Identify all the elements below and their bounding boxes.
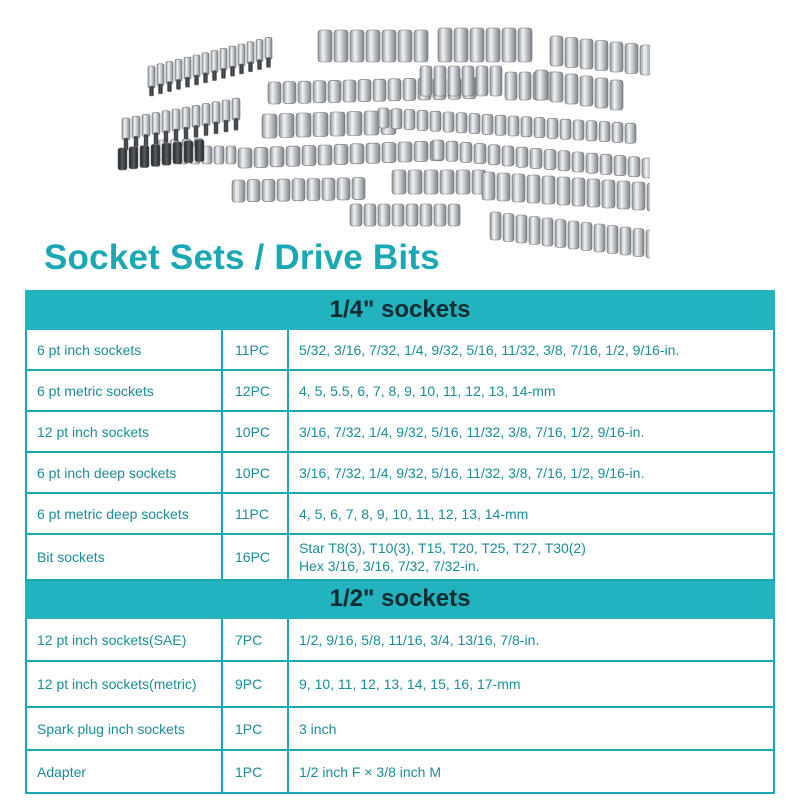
socket <box>642 158 650 178</box>
socket <box>270 147 284 167</box>
bit-socket <box>220 48 227 70</box>
socket <box>633 229 644 257</box>
socket <box>462 66 474 96</box>
socket <box>527 175 540 203</box>
item-sizes <box>288 534 774 580</box>
socket <box>647 183 650 211</box>
item-name: Spark plug inch sockets <box>26 707 222 750</box>
hex-bit <box>162 143 171 165</box>
item-name: Adapter <box>26 750 222 793</box>
socket <box>358 80 371 102</box>
socket <box>587 179 600 207</box>
bit-socket <box>166 62 173 84</box>
socket <box>602 180 615 208</box>
socket <box>610 42 623 72</box>
size-line: 4, 5, 6, 7, 8, 9, 10, 11, 12, 13, 14-mm <box>299 505 529 522</box>
socket <box>502 28 516 62</box>
bit-tip <box>234 118 238 130</box>
item-quantity: 7PC <box>222 618 288 661</box>
socket <box>391 109 402 129</box>
socket <box>521 117 532 137</box>
socket <box>632 182 645 210</box>
hex-bit <box>151 144 160 166</box>
socket <box>313 113 328 137</box>
socket <box>279 114 294 138</box>
socket <box>277 179 290 201</box>
socket <box>482 114 493 134</box>
socket <box>476 66 488 96</box>
socket <box>337 178 350 200</box>
socket <box>558 151 570 171</box>
item-sizes <box>288 661 774 707</box>
socket <box>614 156 626 176</box>
socket <box>560 119 571 139</box>
socket <box>440 170 454 194</box>
socket <box>302 146 316 166</box>
socket <box>334 144 348 164</box>
bit-socket <box>212 102 220 124</box>
socket <box>343 80 356 102</box>
item-name: 6 pt inch sockets <box>26 329 222 370</box>
bit-socket <box>132 116 140 138</box>
item-quantity: 1PC <box>222 750 288 793</box>
bit-tip <box>204 124 208 136</box>
bit-socket <box>184 57 191 79</box>
socket <box>516 147 528 167</box>
socket <box>594 224 605 252</box>
section-heading: 1/4" sockets <box>26 291 774 329</box>
socket <box>296 113 311 137</box>
bit-socket <box>157 64 164 86</box>
bit-socket <box>232 98 240 120</box>
bit-socket <box>211 51 218 73</box>
bit-socket <box>247 42 254 64</box>
bit-tip <box>267 57 271 67</box>
item-quantity: 10PC <box>222 452 288 493</box>
socket <box>446 141 458 161</box>
table-row <box>26 329 774 370</box>
socket <box>529 217 540 245</box>
item-quantity: 9PC <box>222 661 288 707</box>
hex-bit <box>118 148 127 170</box>
bit-socket <box>222 100 230 122</box>
size-line: 5/32, 3/16, 7/32, 1/4, 9/32, 5/16, 11/32, 3/8, 7/16, 1/2, 9/16-in. <box>299 341 680 358</box>
bit-socket <box>182 107 190 129</box>
socket <box>364 204 376 226</box>
socket <box>350 30 364 62</box>
socket <box>364 111 379 135</box>
socket <box>366 143 380 163</box>
socket <box>318 145 332 165</box>
socket <box>247 180 260 202</box>
socket <box>448 66 460 96</box>
bit-tip <box>184 127 188 139</box>
item-sizes <box>288 493 774 534</box>
socket <box>392 170 406 194</box>
bit-tip <box>213 71 217 81</box>
bit-tip <box>224 120 228 132</box>
socket <box>366 30 380 62</box>
socket <box>443 112 454 132</box>
socket <box>497 173 510 201</box>
socket <box>586 153 598 173</box>
table-row <box>26 411 774 452</box>
socket <box>307 179 320 201</box>
size-line: 3/16, 7/32, 1/4, 9/32, 5/16, 11/32, 3/8, 7/16, 1/2, 9/16-in. <box>299 464 645 481</box>
socket <box>470 28 484 62</box>
socket <box>607 226 618 254</box>
socket <box>512 174 525 202</box>
bit-socket <box>202 104 210 126</box>
item-name: 6 pt metric sockets <box>26 370 222 411</box>
item-quantity: 1PC <box>222 707 288 750</box>
socket <box>646 230 650 258</box>
socket <box>424 170 438 194</box>
socket <box>382 143 396 163</box>
socket <box>640 45 650 75</box>
bit-tip <box>154 133 158 145</box>
bit-socket <box>175 59 182 81</box>
table-row <box>26 370 774 411</box>
socket <box>430 111 441 131</box>
socket <box>392 204 404 226</box>
bit-tip <box>150 86 154 96</box>
socket <box>432 140 444 160</box>
table-row <box>26 661 774 707</box>
socket <box>262 179 275 201</box>
socket <box>508 116 519 136</box>
bit-socket <box>193 55 200 77</box>
bit-tip <box>144 134 148 146</box>
socket <box>495 115 506 135</box>
table-row <box>26 618 774 661</box>
bit-socket <box>148 66 155 88</box>
bit-tip <box>194 125 198 137</box>
socket <box>555 220 566 248</box>
socket <box>518 28 532 62</box>
socket <box>347 112 362 136</box>
socket <box>599 122 610 142</box>
item-name: 12 pt inch sockets <box>26 411 222 452</box>
table-row <box>26 534 774 580</box>
bit-tip <box>174 129 178 141</box>
socket <box>298 81 311 103</box>
bit-socket <box>162 111 170 133</box>
socket <box>586 121 597 141</box>
section-header <box>26 291 774 329</box>
bit-tip <box>258 60 262 70</box>
bit-tip <box>204 73 208 83</box>
size-line: 4, 5, 5.5, 6, 7, 8, 9, 10, 11, 12, 13, 14-mm <box>299 382 556 399</box>
socket <box>625 44 638 74</box>
bit-socket <box>238 44 245 66</box>
socket <box>404 110 415 130</box>
bit-socket <box>256 40 263 62</box>
socket <box>438 28 452 62</box>
socket <box>516 215 527 243</box>
socket <box>600 154 612 174</box>
size-line: Star T8(3), T10(3), T15, T20, T25, T27, T30(2) <box>299 540 586 556</box>
socket <box>254 147 268 167</box>
socket <box>403 78 416 100</box>
socket <box>456 113 467 133</box>
bit-socket <box>202 53 209 75</box>
socket <box>595 41 608 71</box>
socket <box>448 204 460 226</box>
item-name: 6 pt inch deep sockets <box>26 452 222 493</box>
table-row <box>26 493 774 534</box>
socket <box>542 218 553 246</box>
socket <box>350 144 364 164</box>
socket <box>292 179 305 201</box>
socket <box>474 144 486 164</box>
socket <box>617 181 630 209</box>
socket <box>565 38 578 68</box>
socket <box>572 178 585 206</box>
socket <box>378 204 390 226</box>
socket <box>612 122 623 142</box>
socket <box>328 80 341 102</box>
socket <box>530 148 542 168</box>
socket <box>398 30 412 62</box>
item-sizes <box>288 618 774 661</box>
socket <box>373 79 386 101</box>
bit-tip <box>186 77 190 87</box>
socket <box>406 204 418 226</box>
socket <box>414 141 428 161</box>
socket <box>268 82 281 104</box>
bit-socket <box>122 118 130 140</box>
item-sizes <box>288 411 774 452</box>
hex-bit <box>195 140 204 162</box>
size-line: Hex 3/16, 3/16, 7/32, 7/32-in. <box>299 558 480 574</box>
socket <box>535 70 548 100</box>
socket <box>557 177 570 205</box>
socket <box>388 79 401 101</box>
bit-tip <box>159 84 163 94</box>
socket <box>460 142 472 162</box>
socket <box>503 214 514 242</box>
socket <box>581 223 592 251</box>
socket <box>620 227 631 255</box>
item-name: 12 pt inch sockets(metric) <box>26 661 222 707</box>
socket <box>434 66 446 96</box>
socket <box>482 172 495 200</box>
item-name: 12 pt inch sockets(SAE) <box>26 618 222 661</box>
section-header <box>26 580 774 618</box>
socket <box>544 150 556 170</box>
item-quantity: 11PC <box>222 329 288 370</box>
socket <box>547 118 558 138</box>
socket <box>456 170 470 194</box>
item-sizes <box>288 707 774 750</box>
socket <box>486 28 500 62</box>
size-line: 3 inch <box>299 720 337 737</box>
item-quantity: 10PC <box>222 411 288 452</box>
size-line: 1/2, 9/16, 5/8, 11/16, 3/4, 13/16, 7/8-in. <box>299 631 540 648</box>
socket <box>572 152 584 172</box>
bit-tip <box>164 131 168 143</box>
bit-tip <box>231 66 235 76</box>
socket <box>318 30 332 62</box>
socket <box>350 204 362 226</box>
item-name: 6 pt metric deep sockets <box>26 493 222 534</box>
item-quantity: 11PC <box>222 493 288 534</box>
socket <box>286 146 300 166</box>
hex-bit <box>184 141 193 163</box>
bit-socket <box>142 114 150 136</box>
bit-tip <box>168 82 172 92</box>
page-title: Socket Sets / Drive Bits <box>44 238 440 277</box>
table-row <box>26 707 774 750</box>
item-sizes <box>288 329 774 370</box>
socket <box>334 30 348 62</box>
socket <box>505 72 517 100</box>
socket <box>550 36 563 66</box>
socket <box>595 78 608 108</box>
socket <box>488 145 500 165</box>
size-line: 3/16, 7/32, 1/4, 9/32, 5/16, 11/32, 3/8, 7/16, 1/2, 9/16-in. <box>299 423 645 440</box>
size-line: 1/2 inch F × 3/8 inch M <box>299 763 442 780</box>
bit-socket <box>152 113 160 135</box>
socket <box>568 221 579 249</box>
size-line: 9, 10, 11, 12, 13, 14, 15, 16, 17-mm <box>299 676 521 692</box>
socket <box>573 120 584 140</box>
socket <box>378 108 389 128</box>
socket <box>408 170 422 194</box>
socket <box>322 178 335 200</box>
socket <box>490 212 501 240</box>
bit-tip <box>134 136 138 148</box>
item-sizes <box>288 750 774 793</box>
item-sizes <box>288 452 774 493</box>
table-row <box>26 452 774 493</box>
hex-bit <box>173 142 182 164</box>
socket <box>534 118 545 138</box>
bit-socket <box>265 37 272 59</box>
socket <box>382 30 396 62</box>
socket <box>398 142 412 162</box>
item-sizes <box>288 370 774 411</box>
socket <box>226 146 236 164</box>
bit-socket <box>192 105 200 127</box>
socket <box>610 80 623 110</box>
hex-bit <box>129 147 138 169</box>
socket <box>420 66 432 96</box>
table-row <box>26 750 774 793</box>
socket <box>580 76 593 106</box>
socket <box>625 123 636 143</box>
bit-socket <box>229 46 236 68</box>
socket <box>232 180 245 202</box>
socket <box>565 74 578 104</box>
socket <box>262 114 277 138</box>
section-heading: 1/2" sockets <box>26 580 774 618</box>
bit-tip <box>240 64 244 74</box>
socket <box>417 110 428 130</box>
socket <box>214 146 224 164</box>
socket <box>313 81 326 103</box>
item-name: Bit sockets <box>26 534 222 580</box>
item-quantity: 16PC <box>222 534 288 580</box>
socket <box>352 178 365 200</box>
socket <box>238 148 252 168</box>
bit-tip <box>195 75 199 85</box>
socket <box>550 72 563 102</box>
socket <box>434 204 446 226</box>
socket <box>330 112 345 136</box>
socket <box>628 157 640 177</box>
bit-tip <box>222 68 226 78</box>
bit-socket <box>172 109 180 131</box>
socket <box>283 82 296 104</box>
bit-tip <box>177 79 181 89</box>
socket <box>502 146 514 166</box>
socket-spec-table <box>25 290 775 794</box>
socket <box>542 176 555 204</box>
socket <box>580 39 593 69</box>
socket <box>469 114 480 134</box>
bit-tip <box>214 122 218 134</box>
socket <box>420 204 432 226</box>
socket <box>490 66 502 96</box>
bit-tip <box>249 62 253 72</box>
hex-bit <box>140 146 149 168</box>
socket <box>454 28 468 62</box>
socket <box>519 72 531 100</box>
item-quantity: 12PC <box>222 370 288 411</box>
socket <box>414 30 428 62</box>
